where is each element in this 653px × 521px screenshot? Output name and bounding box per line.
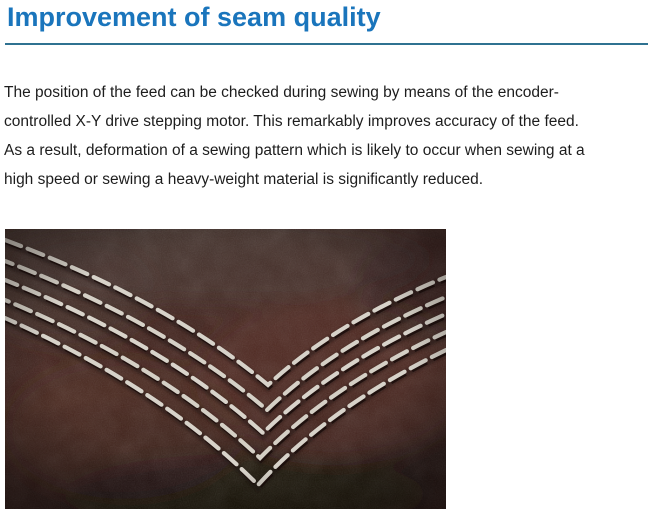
paragraph-line: high speed or sewing a heavy-weight material is significantly reduced.	[4, 171, 484, 188]
paragraph-line: As a result, deformation of a sewing pattern which is likely to occur when sewing at a	[4, 142, 585, 159]
paragraph-line: controlled X-Y drive stepping motor. This remarkably improves accuracy of the feed.	[4, 113, 579, 130]
paragraph-line: The position of the feed can be checked during sewing by means of the encoder-	[4, 84, 559, 101]
page-title: Improvement of seam quality	[7, 2, 381, 32]
heading-divider-rule	[5, 43, 648, 45]
seam-stitching-photo	[5, 229, 446, 509]
body-paragraph	[4, 78, 649, 194]
